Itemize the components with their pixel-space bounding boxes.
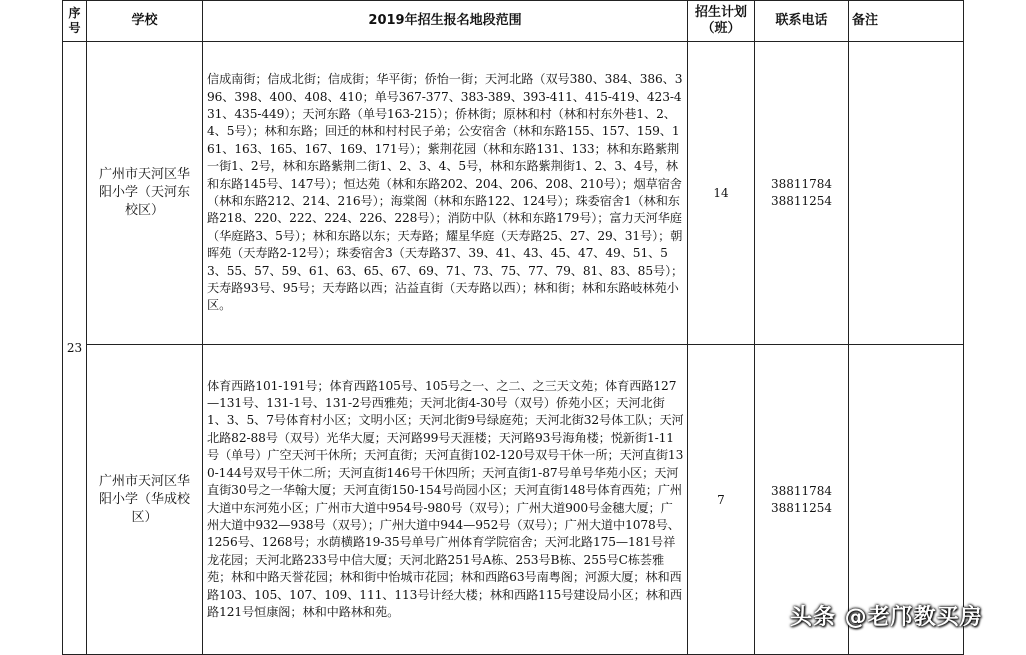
watermark: 头条 @老邝教买房 <box>790 605 983 630</box>
table-header-row <box>63 1 964 42</box>
phone-number: 38811784 <box>770 177 833 191</box>
phone-number: 38811254 <box>770 500 833 515</box>
school-cell: 广州市天河区华阳小学（华成校区） <box>87 345 203 655</box>
header-note: 备注 <box>849 1 964 42</box>
plan-cell: 14 <box>688 42 755 345</box>
plan-cell: 7 <box>688 345 755 655</box>
enrollment-table <box>62 0 964 655</box>
phone-number: 38811254 <box>770 194 833 208</box>
header-phone: 联系电话 <box>755 1 849 42</box>
seq-cell: 23 <box>63 42 87 655</box>
phone-cell <box>755 42 849 345</box>
header-seq: 序号 <box>63 1 87 42</box>
range-cell: 体育西路101-191号；体育西路105号、105号之一、之二、之三天文苑；体育西路127—131号、131-1号、131-2号西雅苑；天河北街4-30号（双号）侨苑小区；天河北街1、3、5、7号体育村小区；文明小区；天河北街9号绿庭苑；天河北街32号体工队；天河北路82-88号（双号）光华大厦；天河路99号天涯楼；天河路93号海角楼；悦新街1-11号（单号）广空天河干休所；天河直街；天河直街102-120号双号干休一所；天河直街130-144号双号干休二所；天河直街146号干休四所；天河直街1-87号单号华苑小区；天河直街30号之一华翰大厦；天河直街150-154号尚园小区；天河直街148号体育西苑；广州大道中东河苑小区；广州市大道中954号-980号（双号）；广州大道900号金穗大厦；广州大道中932—938号（双号）；广州大道中944—952号（双号）；广州大道中1078号、1256号、1268号；水荫横路19-35号单号广州体育学院宿舍；天河北路175—181号祥龙花园；天河北路233号中信大厦；天河北路251号A栋、253号B栋、255号C栋荟雅苑；林和中路天誉花园；林和街中怡城市花园；林和西路63号南粤阁；河源大厦；林和西路103、105、107、109、111、113号计经大楼；林和西路115号建设局小区；林和西路121号恒康阁；林和中路林和苑。 <box>203 345 688 655</box>
header-plan: 招生计划（班） <box>688 1 755 42</box>
header-school: 学校 <box>87 1 203 42</box>
school-cell: 广州市天河区华阳小学（天河东校区） <box>87 42 203 345</box>
note-cell <box>849 42 964 345</box>
table-row <box>63 42 964 345</box>
header-range: 2019年招生报名地段范围 <box>203 1 688 42</box>
phone-number: 38811784 <box>770 483 833 498</box>
range-cell: 信成南街；信成北街；信成街；华平街；侨怡一街；天河北路（双号380、384、386、396、398、400、408、410；单号367-377、383-389、393-411、415-419、423-431、435-449）；天河东路（单号163-215）；侨林街；原林和村（林和村东外巷1、2、4、5号）；林和东路；回迁的林和村村民子弟；公安宿舍（林和东路155、157、159、161、163、165、167、169、171号）；紫荆花园（林和东路131、133；林和东路紫荆一街1、2号，林和东路紫荆二街1、2、3、4、5号，林和东路紫荆街1、2、3、4号，林和东路145号、147号）；恒达苑（林和东路202、204、206、208、210号）；烟草宿舍（林和东路212、214、216号）；海棠阁（林和东路122、124号）；珠委宿舍1（林和东路218、220、222、224、226、228号）；消防中队（林和东路179号）；富力天河华庭（华庭路3、5号）；林和东路以东；天寿路；耀星华庭（天寿路25、27、29、31号）；朝晖苑（天寿路2-12号）；珠委宿舍3（天寿路37、39、41、43、45、47、49、51、53、55、57、59、61、63、65、67、69、71、73、75、77、79、81、83、85号）；天寿路93号、95号；天寿路以西；沾益直街（天寿路以西）；林和街；林和东路岐林苑小区。 <box>203 42 688 345</box>
